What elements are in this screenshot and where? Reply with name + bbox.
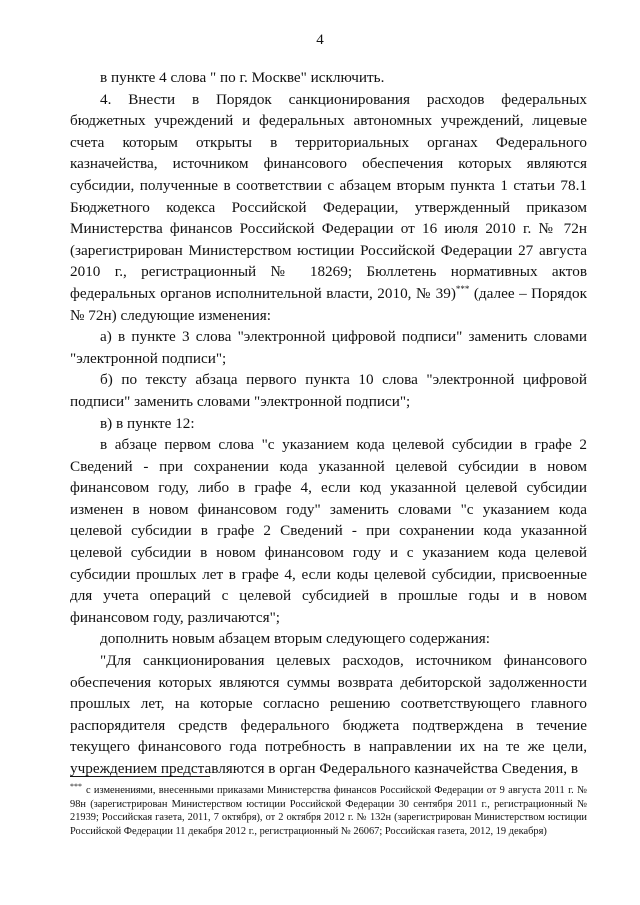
- paragraph-add-second-abzac: дополнить новым абзацем вторым следующего содержания:: [100, 630, 490, 648]
- footnote-reference: ***: [455, 283, 470, 294]
- footnote-marker: ***: [70, 781, 82, 791]
- paragraph-item-v: в) в пункте 12:: [100, 414, 195, 432]
- paragraph-order-72n-tail: (далее – Порядок № 72н) следующие изменения:: [70, 284, 587, 324]
- paragraph-item-a: а) в пункте 3 слова "электронной цифровой подписи" заменить словами "электронной подписи";: [70, 328, 587, 367]
- paragraph-item-b: б) по тексту абзаца первого пункта 10 слова "электронной цифровой подписи" заменить словами "электронной подписи";: [70, 371, 587, 410]
- footnote-text: с изменениями, внесенными приказами Министерства финансов Российской Федерации от 9 августа 2011 г. № 98н (зарегистрирован Министерством юстиции Российской Федерации 30 сентября 2011 г., регистрационный № 21939; Российская газета, 2011, 7 октября), от 2 октября 2012 г. № 132н (зарегистрирован Министерством юстиции Российской Федерации 11 декабря 2012 г., регистрационный № 26067; Российская газета, 2012, 19 декабря): [70, 785, 587, 837]
- paragraph-quoted-text: "Для санкционирования целевых расходов, источником финансового обеспечения которых являются суммы возврата дебиторской задолженности прошлых лет, на которые согласно решению соответствующего главного распорядителя средств федерального бюджета подтверждена в течение текущего финансового года потребность в направлении их на те же цели, учреждением представляются в орган Федерального казначейства Сведения, в: [70, 652, 587, 777]
- paragraph-moscow-removal: в пункте 4 слова " по г. Москве" исключить.: [100, 69, 385, 86]
- paragraph-order-72n-text: 4. Внести в Порядок санкционирования расходов федеральных бюджетных учреждений и федеральных автономных учреждений, лицевые счета которым открыты в территориальных органах Федерального казначейства, источником финансового обеспечения которых являются субсидии, полученные в соответствии с абзацем вторым пункта 1 статьи 78.1 Бюджетного кодекса Российской Федерации, утвержденный приказом Министерства финансов Российской Федерации от 16 июля 2010 г. № 72н (зарегистрирован Министерством юстиции Российской Федерации 27 августа 2010 г., регистрационный № 18269; Бюллетень нормативных актов федеральных органов исполнительной власти, 2010, № 39): [70, 90, 587, 302]
- paragraph-order-72n: [70, 89, 587, 327]
- page-number: 4: [316, 32, 324, 48]
- paragraph-first-abzac: в абзаце первом слова "с указанием кода целевой субсидии в графе 2 Сведений - при сохранении кода указанной целевой субсидии в новом финансовом году, либо в графе 4, если код указанной целевой субсидии изменен в новом финансовом году" заменить словами "с указанием кода целевой субсидии в графе 2 Сведений - при сохранении кода указанной целевой субсидии в новом финансовом году и с указанием кода целевой субсидии прошлых лет в графе 4, если коды целевой субсидии, присвоенные для учета операций с целевой субсидией в прошлые годы и в новом финансовом году, различаются";: [70, 436, 587, 626]
- footnote-divider: [70, 776, 210, 777]
- body-text: [70, 67, 587, 780]
- footnote: [70, 781, 587, 838]
